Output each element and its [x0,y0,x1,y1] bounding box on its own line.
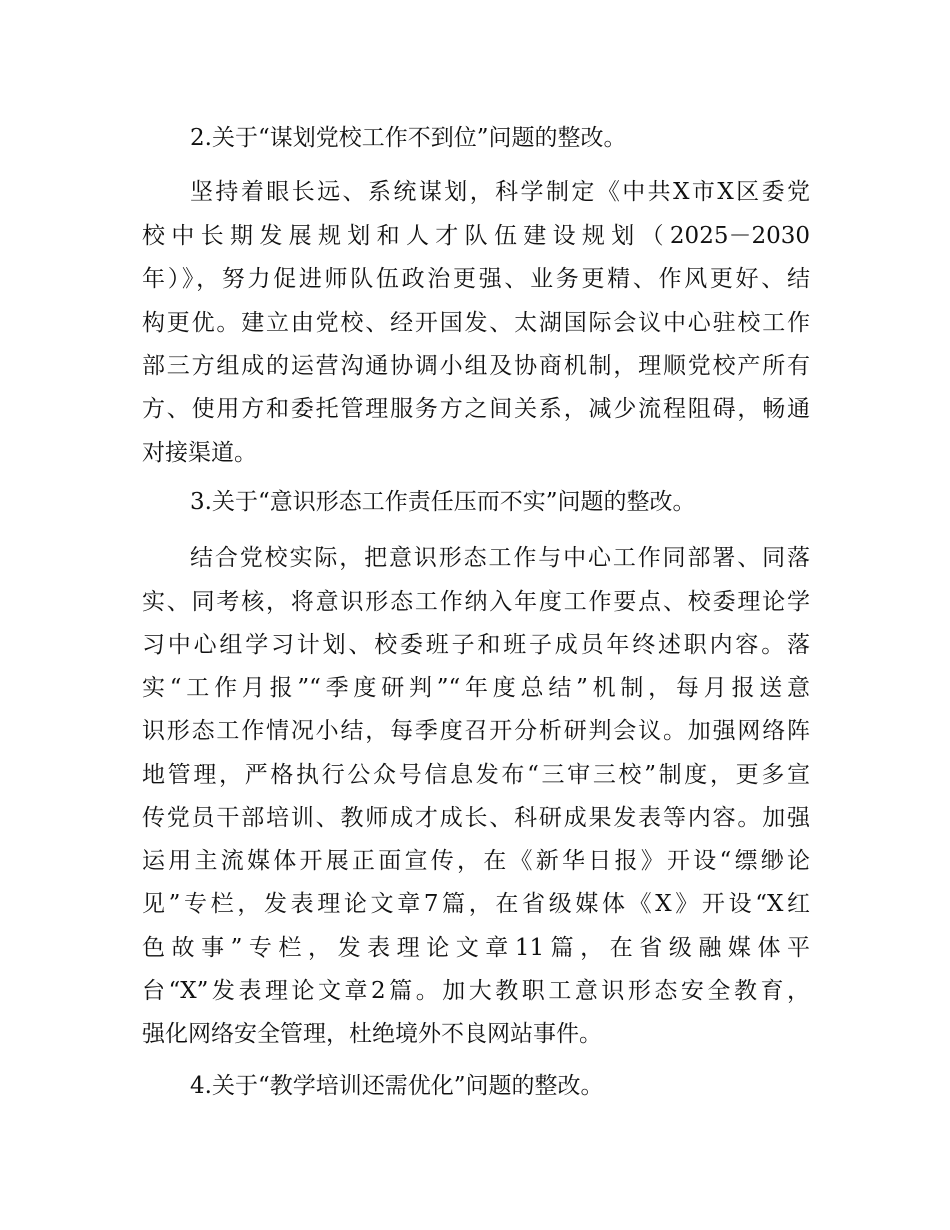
paragraph-line: 习中心组学习计划、校委班子和班子成员年终述职内容。落 [142,632,810,658]
paragraph-line: 运用主流媒体开展正面宣传，在《新华日报》开设“缥缈论 [142,848,810,874]
paragraph-line: 强化网络安全管理，杜绝境外不良网站事件。 [142,1021,602,1047]
paragraph-line: 实、同考核，将意识形态工作纳入年度工作要点、校委理论学 [142,589,810,615]
paragraph-line: 年）》，努力促进师队伍政治更强、业务更精、作风更好、结 [142,266,810,292]
paragraph-line: 结合党校实际，把意识形态工作与中心工作同部署、同落 [190,545,810,571]
section-heading-4: 4.关于“教学培训还需优化”问题的整改。 [190,1073,604,1099]
paragraph-line: 校中长期发展规划和人才队伍建设规划（2025－2030 [142,223,810,249]
paragraph-line: 方、使用方和委托管理服务方之间关系，减少流程阻碍，畅通 [142,396,810,422]
paragraph-line: 地管理，严格执行公众号信息发布“三审三校”制度，更多宣 [142,762,810,788]
paragraph-line: 部三方组成的运营沟通协调小组及协商机制，理顺党校产所有 [142,353,810,379]
section-heading-2: 2.关于“谋划党校工作不到位”问题的整改。 [190,125,627,151]
paragraph-line: 色故事”专栏，发表理论文章11篇，在省级融媒体平 [142,935,810,961]
paragraph-line: 传党员干部培训、教师成才成长、科研成果发表等内容。加强 [142,805,810,831]
paragraph-line: 见”专栏，发表理论文章7篇，在省级媒体《X》开设“X红 [142,891,810,917]
paragraph-line: 识形态工作情况小结，每季度召开分析研判会议。加强网络阵 [142,718,810,744]
paragraph-line: 台“X”发表理论文章2篇。加大教职工意识形态安全教育， [142,978,810,1004]
paragraph-line: 对接渠道。 [142,440,257,466]
section-heading-3: 3.关于“意识形态工作责任压而不实”问题的整改。 [190,489,696,515]
paragraph-line: 构更优。建立由党校、经开国发、太湖国际会议中心驻校工作 [142,310,810,336]
paragraph-line: 实“工作月报”“季度研判”“年度总结”机制，每月报送意 [142,675,810,701]
paragraph-line: 坚持着眼长远、系统谋划，科学制定《中共X市X区委党 [190,179,810,205]
